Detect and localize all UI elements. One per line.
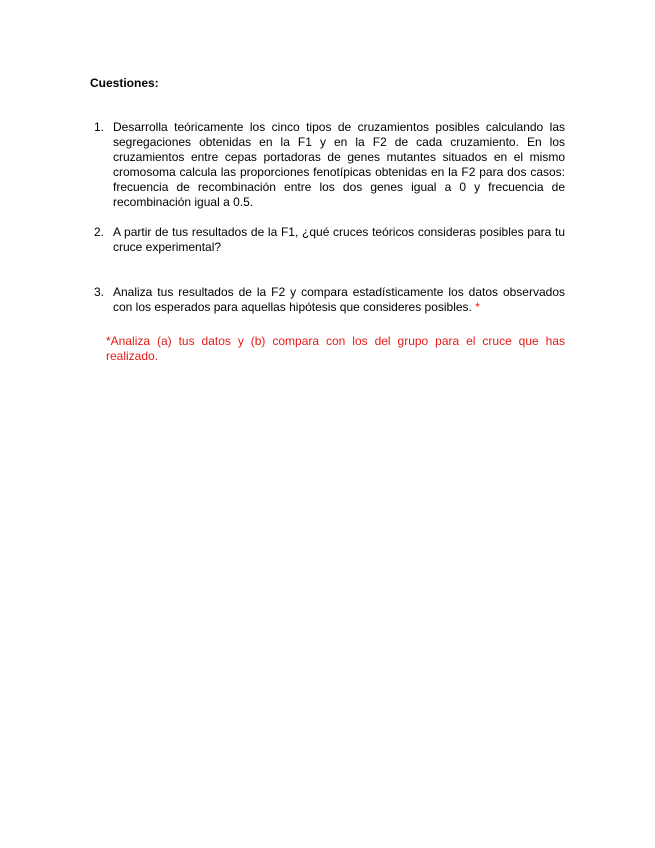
question-item-1 [90, 120, 565, 210]
question-item-3 [90, 285, 565, 315]
question-text: A partir de tus resultados de la F1, ¿qué cruces teóricos consideras posibles para tu cruce experimental? [113, 225, 565, 254]
question-list [90, 120, 565, 315]
section-heading: Cuestiones: [90, 76, 159, 90]
question-text: Desarrolla teóricamente los cinco tipos de cruzamientos posibles calculando las segregaciones obtenidas en la F1 y en la F2 de cada cruzamiento. En los cruzamientos entre cepas portadoras de genes mutantes situados en el mismo cromosoma calcula las proporciones fenotípicas obtenidas en la F2 para dos casos: frecuencia de recombinación entre los dos genes igual a 0 y frecuencia de recombinación igual a 0.5. [113, 120, 565, 209]
question-text: Analiza tus resultados de la F2 y compara estadísticamente los datos observados con los esperados para aquellas hipótesis que consideres posibles. [113, 285, 565, 314]
question-number: 2. [94, 225, 105, 239]
question-text-wrapper [113, 285, 565, 315]
question-item-2 [90, 225, 565, 255]
question-number: 1. [94, 120, 105, 134]
footnote-note: *Analiza (a) tus datos y (b) compara con los del grupo para el cruce que has realizado. [106, 334, 565, 363]
footnote-marker: * [475, 300, 480, 314]
question-number: 3. [94, 285, 105, 299]
